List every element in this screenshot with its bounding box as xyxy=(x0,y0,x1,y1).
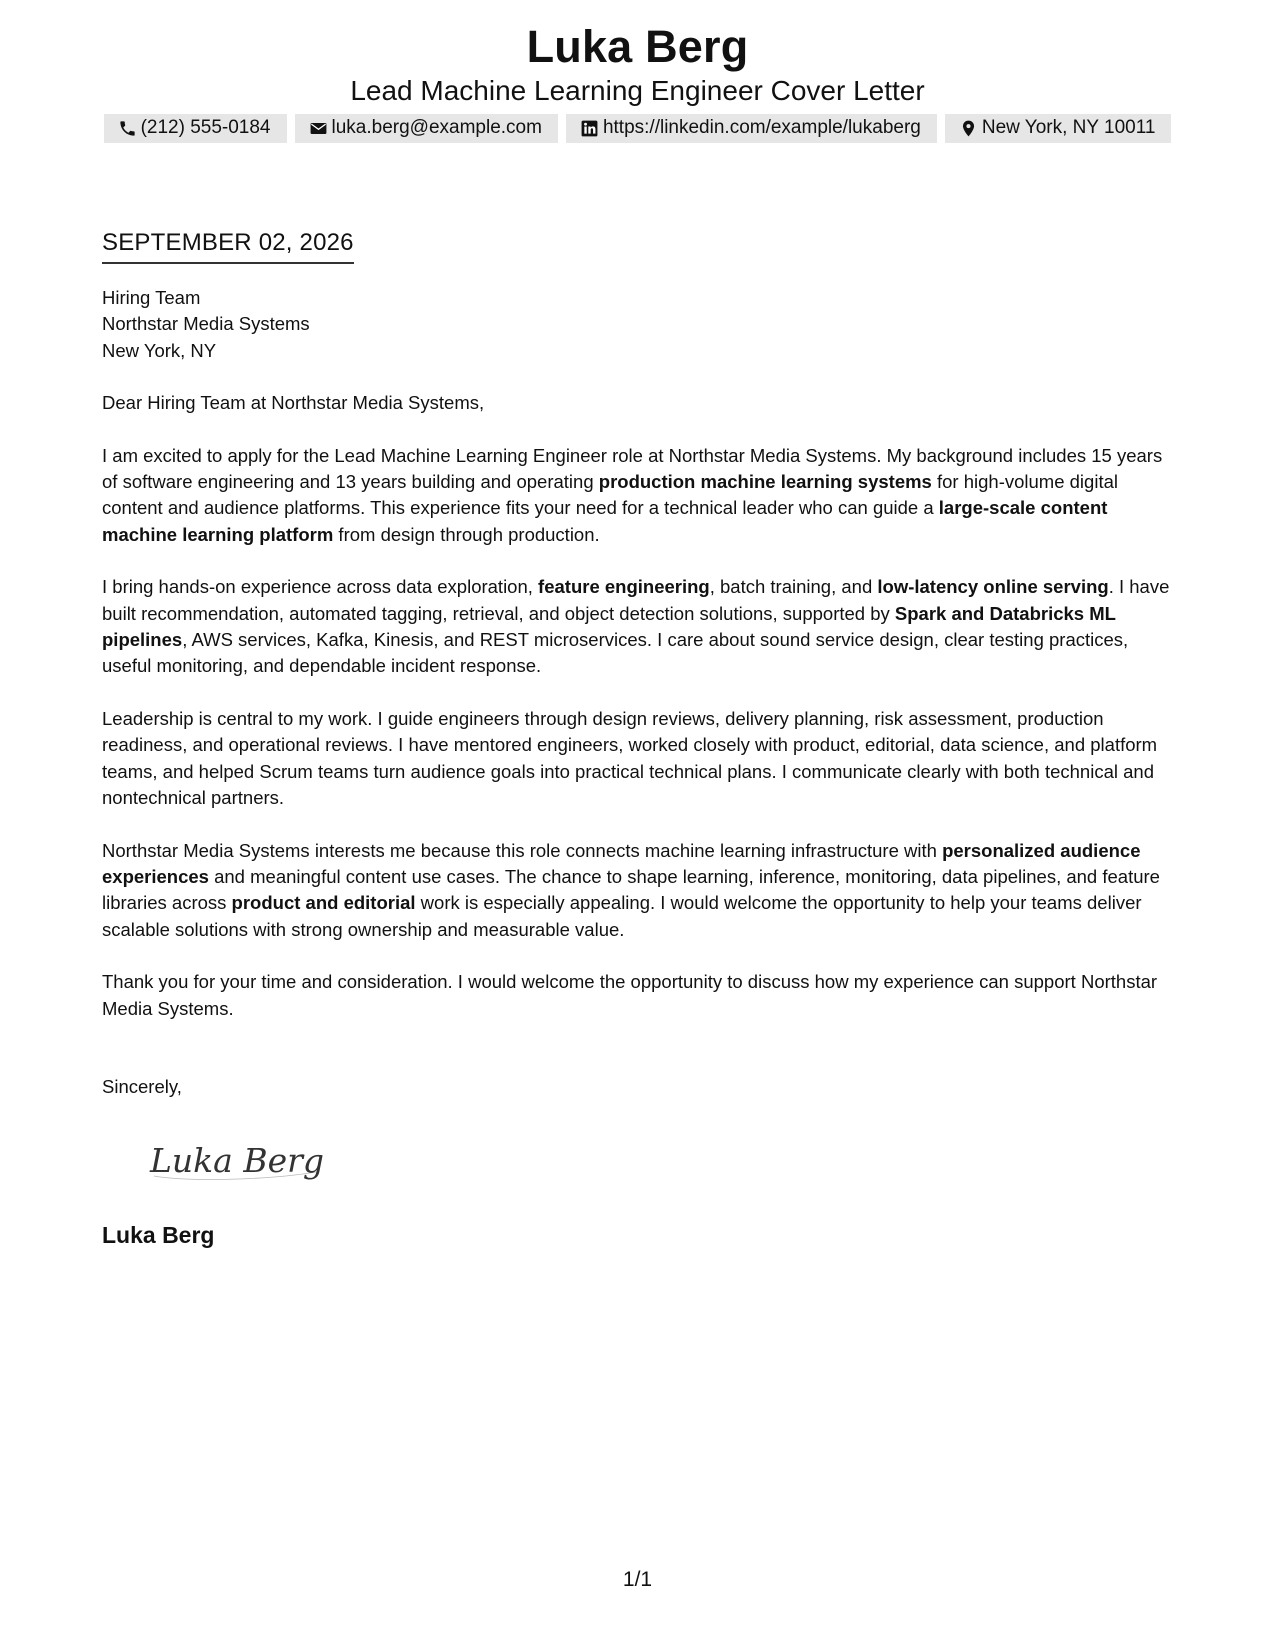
letter-date: SEPTEMBER 02, 2026 xyxy=(102,226,354,264)
applicant-name: Luka Berg xyxy=(526,21,749,72)
location-text: New York, NY 10011 xyxy=(981,117,1156,138)
contact-phone xyxy=(104,114,287,143)
body-paragraph: I am excited to apply for the Lead Machine Learning Engineer role at Northstar Media Systems. My background includes 15 years of software engineering and 13 years building and operating production machine learning systems for high-volume digital content and audience platforms. This experience fits your need for a technical leader who can guide a large-scale content machine learning platform from design through production. xyxy=(102,444,1163,545)
linkedin-text[interactable]: https://linkedin.com/example/lukaberg xyxy=(602,117,921,138)
closing-line: Sincerely, xyxy=(102,1075,182,1097)
letter-body xyxy=(102,285,1177,1100)
recipient-line: Northstar Media Systems xyxy=(102,313,310,335)
handwritten-signature xyxy=(148,1132,328,1193)
signature-text: Luka Berg xyxy=(150,1141,325,1180)
phone-text: (212) 555-0184 xyxy=(140,117,271,138)
signed-name: Luka Berg xyxy=(102,1222,215,1248)
email-text[interactable]: luka.berg@example.com xyxy=(331,117,542,138)
recipient-block xyxy=(102,285,1177,364)
recipient-line: Hiring Team xyxy=(102,287,201,308)
document-subtitle: Lead Machine Learning Engineer Cover Letter xyxy=(350,74,925,106)
body-paragraph: Northstar Media Systems interests me because this role connects machine learning infrastructure with personalized audience experiences and meaningful content use cases. The chance to shape learning, inference, monitoring, data pipelines, and feature libraries across product and editorial work is especially appealing. I would welcome the opportunity to help your teams deliver scalable solutions with strong ownership and measurable value. xyxy=(102,839,1160,940)
page-number: 1/1 xyxy=(622,1568,653,1591)
recipient-line: New York, NY xyxy=(102,339,217,361)
linkedin-icon xyxy=(580,119,599,138)
contact-bar xyxy=(0,114,1275,143)
body-paragraph: Thank you for your time and consideration. I would welcome the opportunity to discuss how my experience can support Northstar Media Systems. xyxy=(102,971,1158,1019)
contact-email[interactable] xyxy=(295,114,558,143)
body-paragraph: Leadership is central to my work. I guide engineers through design reviews, delivery planning, risk assessment, production readiness, and operational reviews. I have mentored engineers, worked closely with product, editorial, data science, and platform teams, and helped Scrum teams turn audience goals into practical technical plans. I communicate clearly with both technical and nontechnical partners. xyxy=(102,707,1158,809)
body-paragraph: I bring hands-on experience across data exploration, feature engineering, batch training, and low-latency online serving. I have built recommendation, automated tagging, retrieval, and object detection solutions, supported by Spark and Databricks ML pipelines, AWS services, Kafka, Kinesis, and REST microservices. I care about sound service design, clear testing practices, useful monitoring, and dependable incident response. xyxy=(102,576,1170,677)
map-pin-icon xyxy=(959,119,978,138)
phone-icon xyxy=(118,119,137,138)
letter-header xyxy=(0,22,1275,107)
contact-linkedin[interactable] xyxy=(566,114,937,143)
salutation: Dear Hiring Team at Northstar Media Systems, xyxy=(102,392,485,414)
envelope-icon xyxy=(309,119,328,138)
contact-location xyxy=(945,114,1172,143)
